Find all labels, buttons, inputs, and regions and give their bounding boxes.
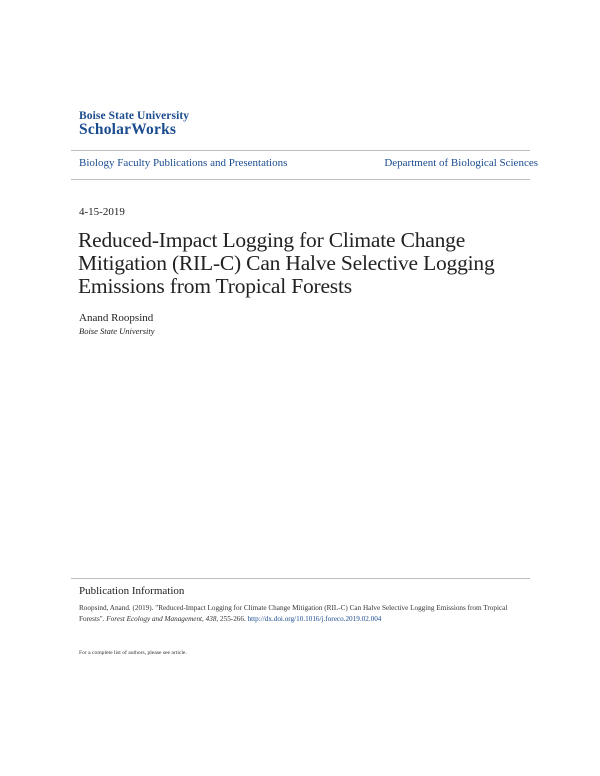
university-name[interactable]: Boise State University	[79, 110, 190, 122]
header-divider	[71, 179, 530, 180]
author-affiliation: Boise State University	[79, 326, 155, 336]
citation-text: Roopsind, Anand. (2019). "Reduced-Impact Logging for Climate Change Mitigation (RIL-C) Can Halve Selective Logging Emissions from Tropical Forests".	[79, 604, 508, 623]
repository-name[interactable]: ScholarWorks	[79, 121, 177, 138]
publication-info-heading: Publication Information	[79, 585, 185, 597]
publication-date: 4-15-2019	[79, 206, 125, 218]
citation	[79, 603, 529, 625]
collection-link[interactable]: Biology Faculty Publications and Presentations	[79, 157, 288, 169]
author-name: Anand Roopsind	[79, 312, 154, 324]
journal-name: Forest Ecology and Management, 438	[106, 615, 217, 623]
doi-link[interactable]: http://dx.doi.org/10.1016/j.foreco.2019.02.004	[247, 615, 382, 623]
authors-note: For a complete list of authors, please see article.	[79, 650, 187, 656]
citation-pages: , 255-266.	[216, 615, 248, 623]
department-link[interactable]: Department of Biological Sciences	[384, 157, 538, 169]
top-divider	[71, 150, 530, 151]
article-title: Reduced-Impact Logging for Climate Change Mitigation (RIL-C) Can Halve Selective Logging Emissions from Tropical Forests	[78, 228, 495, 298]
pubinfo-divider	[71, 578, 530, 579]
